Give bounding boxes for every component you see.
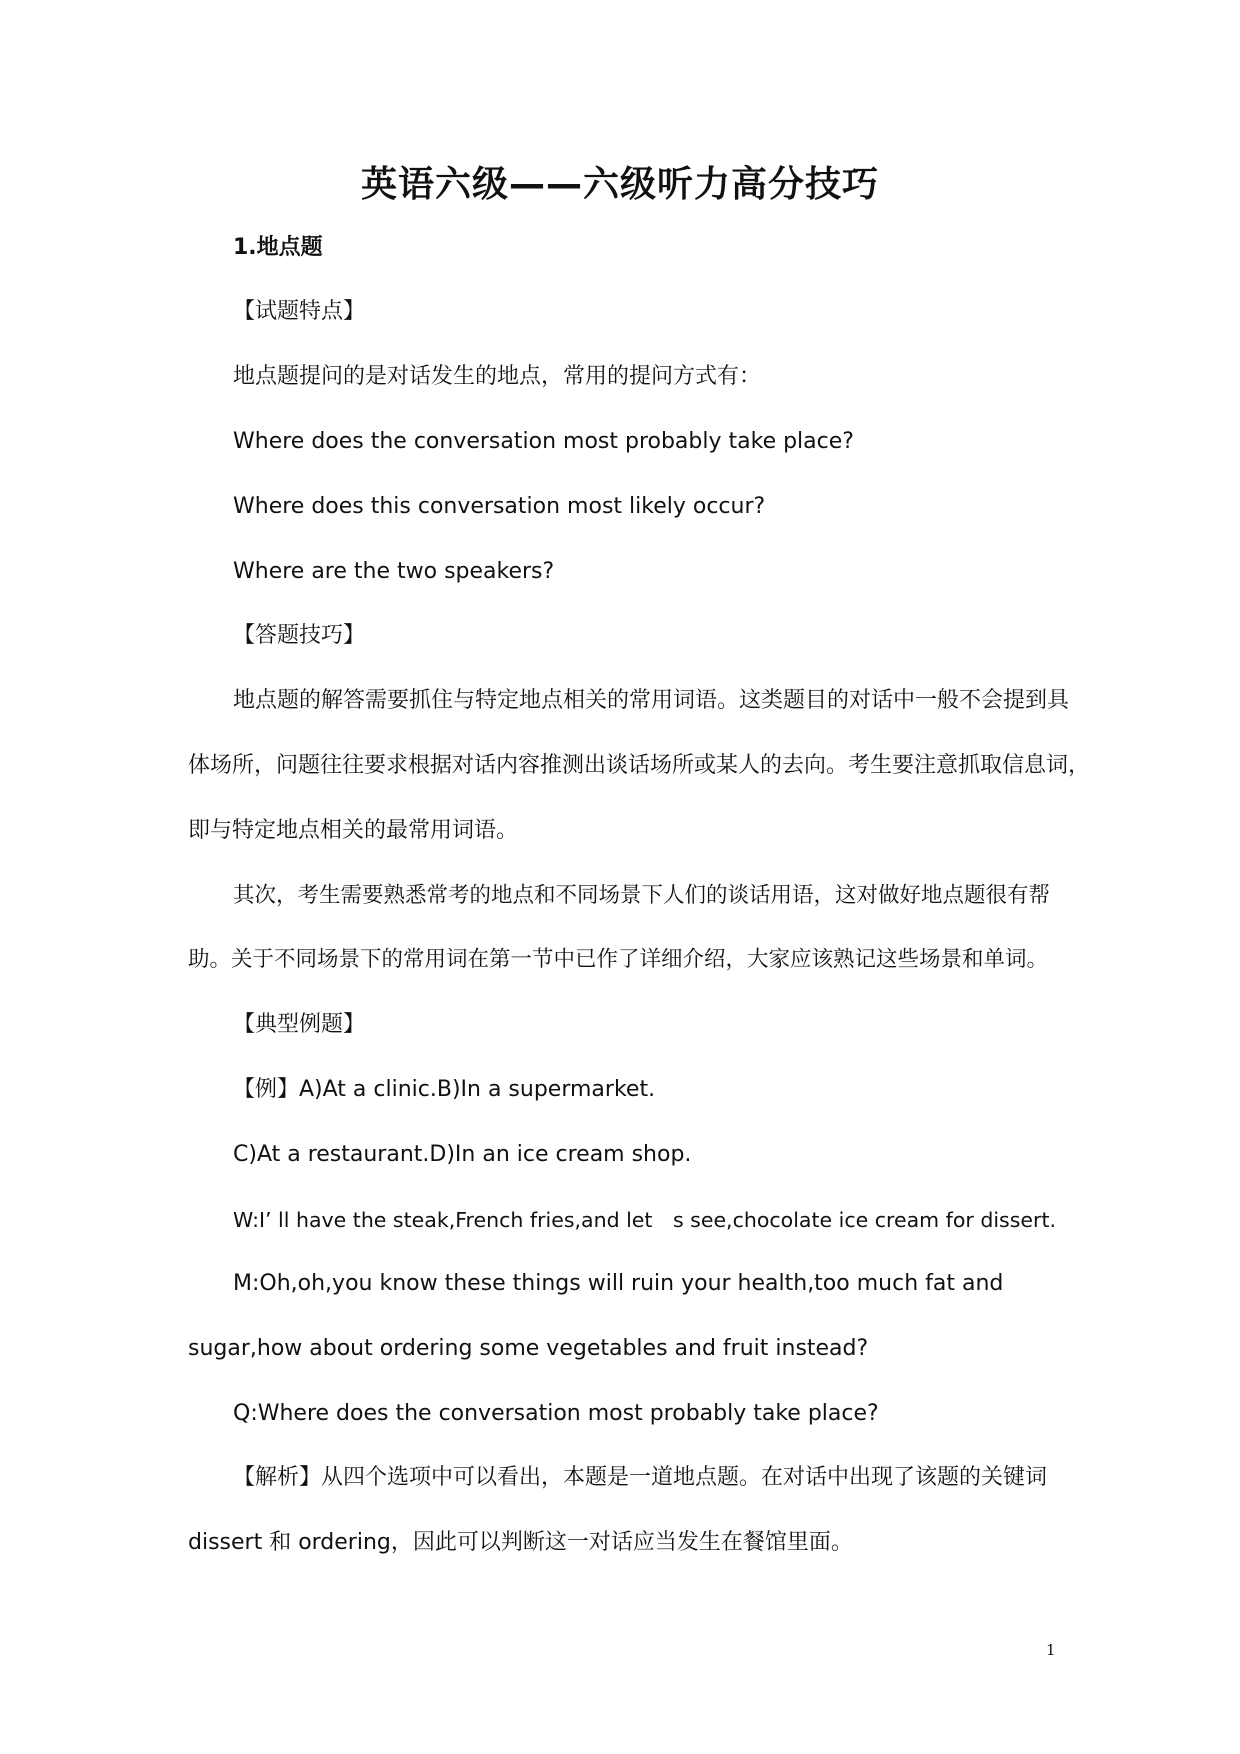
tips-paragraph-1-line: 地点题的解答需要抓住与特定地点相关的常用词语。这类题目的对话中一般不会提到具 (233, 688, 1070, 713)
analysis-line: 【解析】从四个选项中可以看出，本题是一道地点题。在对话中出现了该题的关键词 (233, 1465, 1048, 1490)
example-options: 【例】A)At a clinic.B)In a supermarket. (233, 1077, 656, 1102)
question-form: Where are the two speakers? (233, 559, 555, 584)
dialogue-woman: W:I’ ll have the steak,French fries,and let s see,chocolate ice cream for dissert. (233, 1208, 1056, 1232)
page-number: 1 (1046, 1641, 1056, 1659)
features-intro: 地点题提问的是对话发生的地点，常用的提问方式有： (233, 364, 762, 389)
document-title: 英语六级——六级听力高分技巧 (360, 164, 879, 205)
tips-paragraph-1-line: 即与特定地点相关的最常用词语。 (188, 818, 519, 843)
section-heading: 1.地点题 (233, 235, 323, 260)
tips-paragraph-1-line: 体场所，问题往往要求根据对话内容推测出谈话场所或某人的去向。考生要注意抓取信息词， (188, 753, 1091, 778)
dialogue-man-line: M:Oh,oh,you know these things will ruin your health,too much fat and (233, 1271, 1004, 1296)
features-label: 【试题特点】 (233, 299, 366, 324)
question-form: Where does the conversation most probably take place? (233, 429, 854, 454)
example-label: 【典型例题】 (233, 1012, 366, 1037)
example-question: Q:Where does the conversation most probably take place? (233, 1401, 879, 1426)
tips-label: 【答题技巧】 (233, 623, 366, 648)
tips-paragraph-2-line: 其次，考生需要熟悉常考的地点和不同场景下人们的谈话用语，这对做好地点题很有帮 (233, 883, 1051, 908)
example-options: C)At a restaurant.D)In an ice cream shop. (233, 1142, 692, 1167)
question-form: Where does this conversation most likely occur? (233, 494, 766, 519)
tips-paragraph-2-line: 助。关于不同场景下的常用词在第一节中已作了详细介绍，大家应该熟记这些场景和单词。 (188, 947, 1049, 972)
dialogue-man-line: sugar,how about ordering some vegetables and fruit instead? (188, 1336, 869, 1361)
analysis-line: dissert 和 ordering，因此可以判断这一对话应当发生在餐馆里面。 (188, 1530, 853, 1555)
